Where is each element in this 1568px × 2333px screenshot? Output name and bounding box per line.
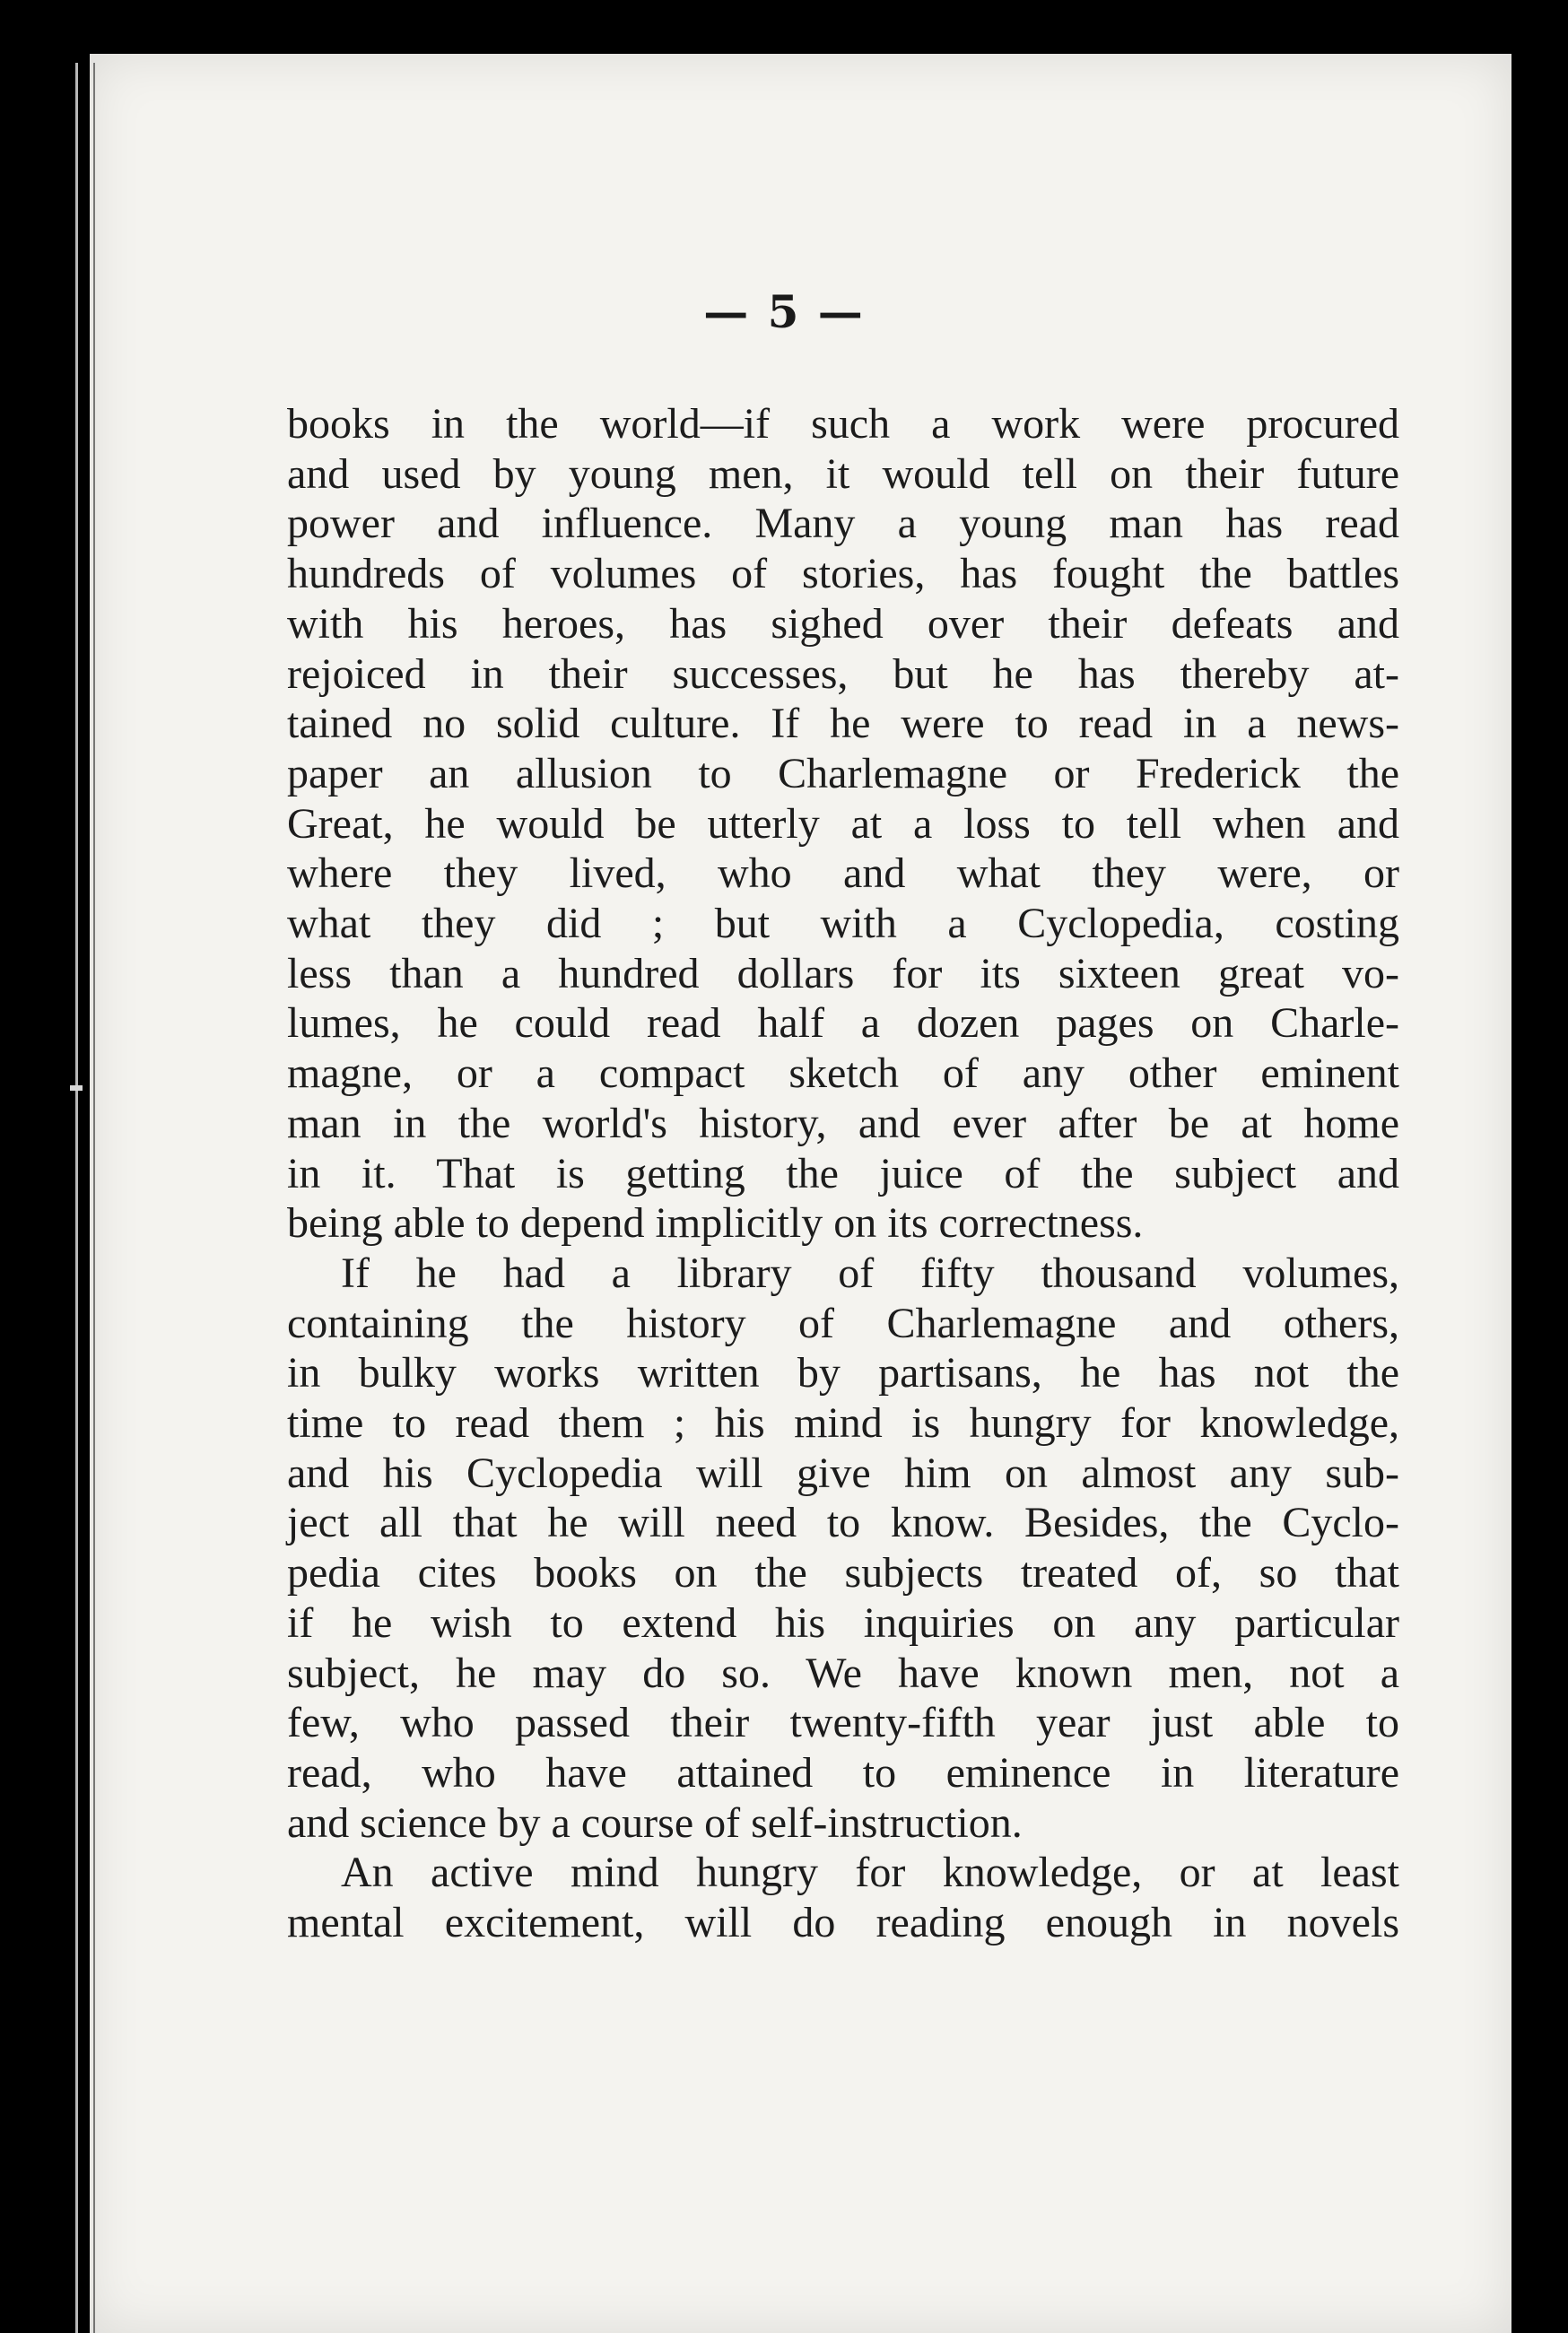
spine-shadow-line: [75, 63, 78, 2333]
text-line: what they did ; but with a Cyclopedia, costing: [287, 900, 1399, 948]
text-line: ject all that he will need to know. Besides, the Cyclo-: [287, 1499, 1399, 1547]
text-line: being able to depend implicitly on its correctness.: [287, 1199, 1144, 1248]
page-edge-rule: [93, 63, 95, 2333]
text-line: paper an allusion to Charlemagne or Frederick the: [287, 749, 1399, 797]
text-line: power and influence. Many a young man has read: [287, 500, 1399, 548]
text-line: books in the world—if such a work were procured: [287, 400, 1399, 448]
text-line: read, who have attained to eminence in literature: [287, 1748, 1399, 1797]
text-line: rejoiced in their successes, but he has thereby at-: [287, 649, 1399, 698]
text-line: and used by young men, it would tell on their future: [287, 449, 1399, 498]
text-line: pedia cites books on the subjects treated of, so that: [287, 1549, 1399, 1597]
text-line: man in the world's history, and ever after be at home: [287, 1099, 1399, 1147]
page-number: — 5 —: [703, 285, 865, 338]
text-line: where they lived, who and what they were, or: [287, 849, 1399, 898]
text-line: and science by a course of self-instruction.: [287, 1798, 1023, 1847]
text-line: and his Cyclopedia will give him on almost any sub-: [287, 1449, 1399, 1497]
text-line: containing the history of Charlemagne and others,: [287, 1299, 1399, 1347]
text-line: hundreds of volumes of stories, has fought the battles: [287, 550, 1399, 598]
text-line: mental excitement, will do reading enough in novels: [287, 1899, 1399, 1947]
text-line: time to read them ; his mind is hungry for knowledge,: [287, 1399, 1399, 1448]
text-line: tained no solid culture. If he were to read in a news-: [287, 700, 1399, 748]
text-line: subject, he may do so. We have known men, not a: [287, 1649, 1399, 1697]
text-line: An active mind hungry for knowledge, or at least: [341, 1849, 1399, 1897]
text-line: If he had a library of fifty thousand volumes,: [341, 1249, 1399, 1297]
text-line: few, who passed their twenty-fifth year just able to: [287, 1699, 1399, 1747]
text-line: lumes, he could read half a dozen pages on Charle-: [287, 999, 1399, 1048]
text-line: in it. That is getting the juice of the subject and: [287, 1149, 1399, 1197]
text-line: in bulky works written by partisans, he has not the: [287, 1349, 1399, 1397]
spine-tick-mark: [70, 1085, 83, 1091]
text-line: Great, he would be utterly at a loss to tell when and: [287, 799, 1399, 848]
text-line: less than a hundred dollars for its sixteen great vo-: [287, 949, 1399, 997]
text-line: magne, or a compact sketch of any other eminent: [287, 1049, 1399, 1098]
text-line: if he wish to extend his inquiries on any particular: [287, 1598, 1399, 1647]
text-line: with his heroes, has sighed over their defeats and: [287, 599, 1399, 648]
page-body-text: [287, 399, 1399, 1948]
